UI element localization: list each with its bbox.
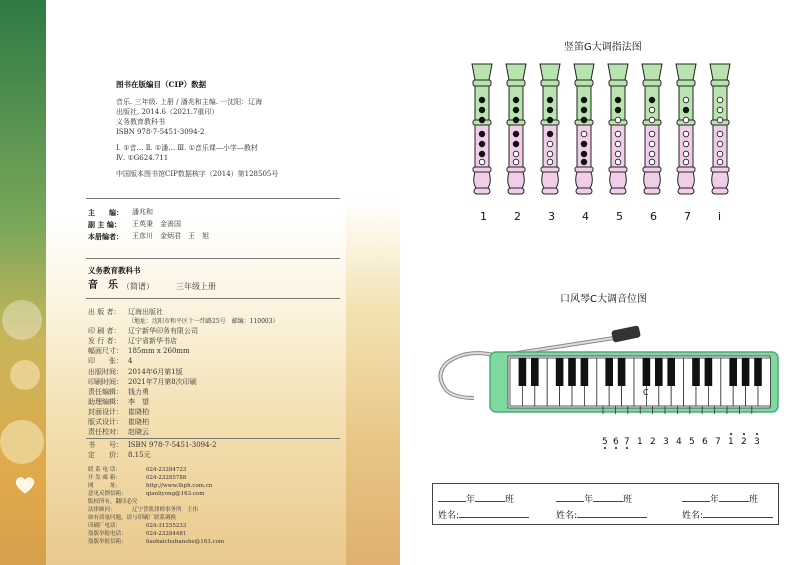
- recorder-chart-title: 竖笛G大调指法图: [564, 42, 642, 53]
- recorder-hole: [717, 117, 723, 123]
- recorder-fingering-chart: [460, 58, 750, 210]
- black-key[interactable]: [581, 358, 589, 386]
- recorder-hole: [547, 131, 553, 137]
- recorder-hole: [479, 151, 485, 157]
- recorder-hole: [615, 141, 621, 147]
- recorder-hole: [581, 131, 587, 137]
- contact-label: 盗版举报信箱：: [88, 539, 127, 545]
- pub-value: 崔晓柏: [128, 408, 149, 416]
- cip-entry-line: 出版社, 2014.6（2021.7重印）: [116, 108, 219, 116]
- pub-value: 2014年6月第1版: [128, 368, 183, 376]
- note-label: 6: [613, 437, 619, 447]
- cip-entry-line: 音乐. 三年级. 上册 / 潘兆和主编. 一沈阳：辽海: [116, 98, 263, 106]
- recorder-hole: [615, 117, 621, 123]
- recorder-hole: [547, 159, 553, 165]
- recorder-hole: [513, 117, 519, 123]
- recorder-hole: [717, 107, 723, 113]
- recorder-hole: [547, 151, 553, 157]
- cip-title: 图书在版编目（CIP）数据: [116, 80, 207, 89]
- price-label: 定 价：: [88, 451, 123, 459]
- recorder-hole: [615, 159, 621, 165]
- black-key[interactable]: [667, 358, 675, 386]
- grade-class-field[interactable]: [438, 492, 514, 505]
- recorder-hole: [649, 141, 655, 147]
- recorder-hole: [513, 131, 519, 137]
- contact-value: 024-23284723: [146, 467, 187, 473]
- recorder-number: 3: [548, 210, 555, 223]
- note-label: 1: [637, 437, 643, 447]
- contact-label: 网 址：: [88, 483, 122, 489]
- note-label: 5: [602, 437, 608, 447]
- black-key[interactable]: [618, 358, 626, 386]
- recorder-hole: [649, 131, 655, 137]
- recorder-hole: [581, 151, 587, 157]
- recorder-hole: [615, 131, 621, 137]
- grade-unit-label: 年: [466, 495, 476, 505]
- recorder-hole: [547, 141, 553, 147]
- contact-value: liaobaichubanshe@163.com: [146, 539, 225, 545]
- recorder-hole: [581, 107, 587, 113]
- class-unit-label: 班: [749, 495, 759, 505]
- pub-value: 辽宁新华印务有限公司: [128, 327, 198, 335]
- contact-label: 意见反馈信箱：: [88, 491, 127, 497]
- volume-editors-label: 本册编者：: [88, 232, 123, 241]
- contact-value: 024-23284481: [146, 531, 187, 537]
- recorder-hole: [513, 151, 519, 157]
- name-label: 姓名:: [556, 511, 578, 521]
- grade-class-field[interactable]: [682, 492, 758, 505]
- note-label: 7: [715, 437, 721, 447]
- recorder-hole: [581, 141, 587, 147]
- recorder-hole: [683, 131, 689, 137]
- recorder-hole: [547, 97, 553, 103]
- pub-label: 出 版 者：: [88, 308, 121, 316]
- contact-value: 024-23285788: [146, 475, 187, 481]
- recorder-hole: [649, 159, 655, 165]
- note-label: 3: [663, 437, 669, 447]
- note-label: 3: [754, 437, 760, 447]
- deputy-editor-label: 副 主 编：: [88, 220, 121, 229]
- note-label: 7: [624, 437, 630, 447]
- book-name: 音 乐: [88, 280, 118, 291]
- contact-label: 法律顾问：: [88, 507, 116, 513]
- recorder-hole: [547, 117, 553, 123]
- pub-label: 封面设计：: [88, 408, 123, 416]
- pub-value: 崔晓柏: [128, 418, 149, 426]
- recorder-hole: [649, 117, 655, 123]
- note-label: 2: [741, 437, 747, 447]
- volume-editors-value: 王彦川 金炳君 王 旭: [132, 232, 209, 240]
- pub-label: 责任校对：: [88, 428, 123, 436]
- grade-unit-label: 年: [584, 495, 594, 505]
- recorder-hole: [479, 131, 485, 137]
- cip-entry-line: 义务教育教科书: [116, 118, 165, 126]
- pub-value: 4: [128, 357, 133, 365]
- recorder-hole: [683, 159, 689, 165]
- recorder-hole: [513, 107, 519, 113]
- pub-value: 钱力勇: [128, 388, 149, 396]
- recorder-number: 4: [582, 210, 589, 223]
- pub-value: 李 望: [128, 398, 149, 406]
- black-key[interactable]: [729, 358, 737, 386]
- name-field[interactable]: [556, 508, 647, 521]
- recorder-hole: [581, 97, 587, 103]
- grade-class-field[interactable]: [556, 492, 632, 505]
- contact-value: http://www.lhph.com.cn: [146, 483, 213, 489]
- recorder-hole: [683, 141, 689, 147]
- black-key[interactable]: [705, 358, 713, 386]
- recorder-hole: [717, 159, 723, 165]
- recorder-hole: [615, 151, 621, 157]
- name-label: 姓名:: [682, 511, 704, 521]
- cip-class-line: Ⅰ. ①音… Ⅱ. ①潘… Ⅲ. ①音乐课—小学—教材: [116, 144, 258, 152]
- recorder-number: i: [718, 210, 722, 223]
- recorder-hole: [717, 141, 723, 147]
- isbn-value: ISBN 978-7-5451-3094-2: [128, 441, 217, 449]
- black-key[interactable]: [655, 358, 663, 386]
- black-key[interactable]: [605, 358, 613, 386]
- recorder-hole: [615, 97, 621, 103]
- contact-label: 印刷厂电话：: [88, 523, 122, 529]
- recorder-number: 6: [650, 210, 657, 223]
- recorder-number: 7: [684, 210, 691, 223]
- pub-label: 助理编辑：: [88, 398, 123, 406]
- pub-value: 辽宁省新华书店: [128, 337, 177, 345]
- melodica-diagram: [428, 318, 790, 414]
- recorder-hole: [479, 141, 485, 147]
- book-notation: （简谱）: [122, 282, 154, 291]
- pub-value: 185mm x 260mm: [128, 347, 190, 355]
- pub-value: 赵晓云: [128, 428, 149, 436]
- cip-class-line: Ⅳ. ①G624.711: [116, 154, 169, 162]
- pub-label: 印 张：: [88, 357, 123, 365]
- recorder-hole: [581, 159, 587, 165]
- contact-note: 如有质量问题，请与印刷厂联系调换: [88, 515, 177, 521]
- note-label: 1: [728, 437, 734, 447]
- heart-icon: [14, 474, 36, 496]
- grade-unit-label: 年: [710, 495, 720, 505]
- recorder-hole: [649, 97, 655, 103]
- pub-label: 责任编辑：: [88, 388, 123, 396]
- recorder-number: 5: [616, 210, 623, 223]
- pub-label: 发 行 者：: [88, 337, 121, 345]
- isbn-label: 书 号：: [88, 441, 123, 449]
- recorder-hole: [615, 107, 621, 113]
- recorder-hole: [513, 159, 519, 165]
- name-field[interactable]: [438, 508, 529, 521]
- recorder-hole: [683, 151, 689, 157]
- note-label: 4: [676, 437, 682, 447]
- recorder-hole: [581, 117, 587, 123]
- recorder-hole: [717, 97, 723, 103]
- black-key[interactable]: [692, 358, 700, 386]
- deputy-editor-value: 王英秉 金善国: [132, 220, 181, 228]
- pub-value: 辽海出版社: [128, 308, 163, 316]
- contact-value: 辽宁普凯律师事务所 王伟: [132, 507, 199, 513]
- recorder-hole: [513, 97, 519, 103]
- cip-entry-line: ISBN 978-7-5451-3094-2: [116, 128, 205, 136]
- recorder-hole: [649, 107, 655, 113]
- decorative-strip-right: [346, 0, 400, 565]
- recorder-hole: [479, 97, 485, 103]
- pub-value: 2021年7月第8次印刷: [128, 378, 197, 386]
- cip-number: 中国版本图书馆CIP数据核字（2014）第128505号: [116, 170, 279, 178]
- middle-c-label: C: [643, 388, 649, 397]
- divider: [86, 198, 340, 199]
- note-label: 5: [689, 437, 695, 447]
- recorder-hole: [547, 107, 553, 113]
- pub-label: 出版时间：: [88, 368, 123, 376]
- class-unit-label: 班: [623, 495, 633, 505]
- black-key[interactable]: [742, 358, 750, 386]
- recorder-hole: [649, 151, 655, 157]
- pub-label: 印 刷 者：: [88, 327, 121, 335]
- recorder-hole: [479, 107, 485, 113]
- pub-label: 印刷时间：: [88, 378, 123, 386]
- octave-dots: [596, 430, 766, 454]
- pub-label: 版式设计：: [88, 418, 123, 426]
- contact-label: 联 系 电 话：: [88, 467, 121, 473]
- black-key[interactable]: [556, 358, 564, 386]
- note-label: 2: [650, 437, 656, 447]
- recorder-hole: [683, 107, 689, 113]
- black-key[interactable]: [531, 358, 539, 386]
- recorder-hole: [683, 97, 689, 103]
- recorder-hole: [513, 141, 519, 147]
- contact-label: 开 发 邮 箱：: [88, 475, 121, 481]
- black-key[interactable]: [643, 358, 651, 386]
- black-key[interactable]: [568, 358, 576, 386]
- name-field[interactable]: [682, 508, 773, 521]
- name-label: 姓名:: [438, 511, 460, 521]
- contact-label: 盗版举报电话：: [88, 531, 127, 537]
- black-key[interactable]: [519, 358, 527, 386]
- recorder-hole: [683, 117, 689, 123]
- pub-value: （地址：沈阳市和平区十一纬路25号 邮编：110003）: [128, 318, 279, 325]
- recorder-number: 2: [514, 210, 521, 223]
- recorder-hole: [479, 117, 485, 123]
- contact-value: 024-31255233: [146, 523, 187, 529]
- note-label: 6: [702, 437, 708, 447]
- divider: [86, 258, 340, 259]
- pub-label: 幅面尺寸：: [88, 347, 123, 355]
- recorder-number: 1: [480, 210, 487, 223]
- price-value: 8.15元: [128, 451, 151, 459]
- contact-note: 版权所有，翻印必究: [88, 499, 138, 505]
- melodica-chart-title: 口风琴C大调音位图: [560, 294, 647, 305]
- recorder-hole: [479, 159, 485, 165]
- recorder-hole: [717, 151, 723, 157]
- contact-value: qianliyong@163.com: [146, 491, 205, 497]
- class-unit-label: 班: [505, 495, 515, 505]
- divider: [86, 438, 340, 439]
- divider: [86, 298, 340, 299]
- chief-editor-label: 主 编：: [88, 208, 123, 217]
- recorder-hole: [717, 131, 723, 137]
- book-grade: 三年级上册: [176, 282, 216, 291]
- chief-editor-value: 潘兆和: [132, 208, 153, 216]
- black-key[interactable]: [754, 358, 762, 386]
- series-name: 义务教育教科书: [88, 266, 141, 275]
